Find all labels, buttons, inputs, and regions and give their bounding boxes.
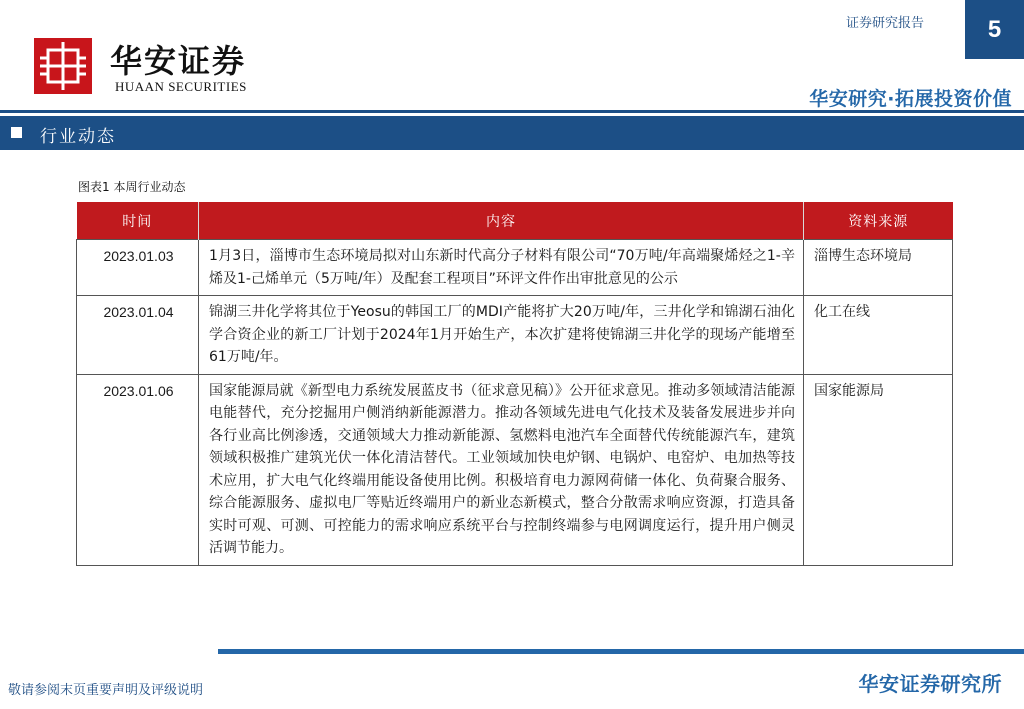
row-source: 国家能源局 — [804, 374, 953, 565]
section-header-bar — [0, 116, 1024, 150]
row-content: 1月3日，淄博市生态环境局拟对山东新时代高分子材料有限公司“70万吨/年高端聚烯烃之1-辛烯及1-己烯单元（5万吨/年）及配套工程项目”环评文件作出审批意见的公示 — [199, 240, 804, 296]
row-date: 2023.01.03 — [77, 240, 199, 296]
row-date: 2023.01.04 — [77, 296, 199, 375]
column-header-source: 资料来源 — [804, 202, 953, 240]
brand-name-cn: 华安证券 — [110, 42, 247, 80]
row-source: 淄博生态环境局 — [804, 240, 953, 296]
table-row — [77, 240, 953, 296]
row-source: 化工在线 — [804, 296, 953, 375]
brand-name-en: HUAAN SECURITIES — [115, 79, 247, 94]
section-title: 行业动态 — [40, 127, 116, 147]
row-content: 国家能源局就《新型电力系统发展蓝皮书（征求意见稿）》公开征求意见。推动多领域清洁能源电能替代，充分挖掘用户侧消纳新能源潜力。推动各领域先进电气化技术及装备发展进步并向各行业高比例渗透，交通领域大力推动新能源、氢燃料电池汽车全面替代传统能源汽车，建筑领域积极推广建筑光伏一体化清洁替代。工业领域加快电炉钢、电锅炉、电窑炉、电加热等技术应用，扩大电气化终端用能设备使用比例。积极培育电力源网荷储一体化、负荷聚合服务、综合能源服务、虚拟电厂等贴近终端用户的新业态新模式，整合分散需求响应资源，打造具备实时可观、可测、可控能力的需求响应系统平台与控制终端参与电网调度运行，提升用户侧灵活调节能力。 — [199, 374, 804, 565]
report-type-label: 证券研究报告 — [846, 16, 925, 31]
column-header-content: 内容 — [199, 202, 804, 240]
company-logo — [34, 38, 92, 94]
row-content: 锦湖三井化学将其位于Yeosu的韩国工厂的MDI产能将扩大20万吨/年，三井化学和锦湖石油化学合资企业的新工厂计划于2024年1月开始生产，本次扩建将使锦湖三井化学的现场产能增至61万吨/年。 — [199, 296, 804, 375]
institute-name: 华安证券研究所 — [858, 672, 1002, 696]
table-row — [77, 296, 953, 375]
column-header-date: 时间 — [77, 202, 199, 240]
header-divider — [0, 110, 1024, 113]
disclaimer-text: 敬请参阅末页重要声明及评级说明 — [8, 683, 204, 698]
table-header-row — [77, 202, 953, 240]
page-number: 5 — [965, 0, 1024, 59]
square-bullet-icon — [11, 127, 22, 138]
slogan: 华安研究·拓展投资价值 — [809, 88, 1012, 110]
table-row — [77, 374, 953, 565]
industry-news-table — [76, 202, 953, 566]
table-caption: 图表1 本周行业动态 — [78, 180, 186, 194]
footer-divider — [218, 649, 1024, 654]
row-date: 2023.01.06 — [77, 374, 199, 565]
